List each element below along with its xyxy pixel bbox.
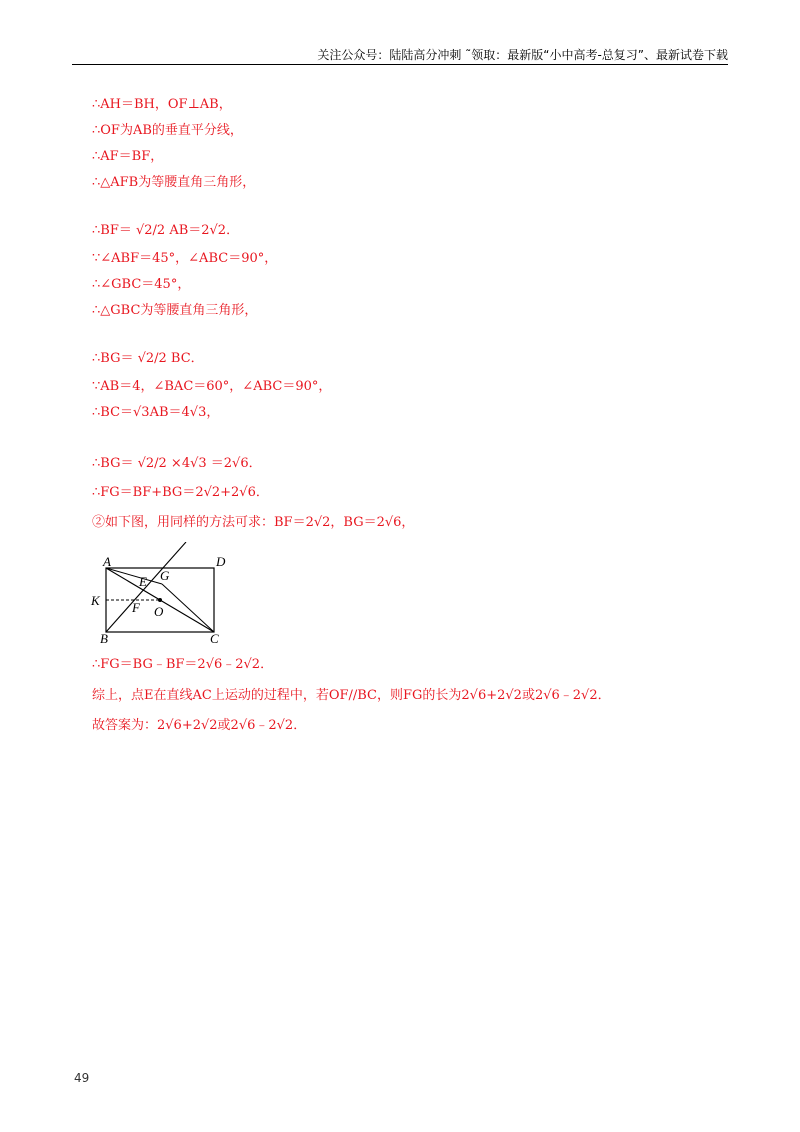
header-text: 关注公众号：陆陆高分冲刺 ˜领取：最新版“小中高考-总复习”、最新试卷下载 — [317, 48, 728, 62]
solution-line-4: ∴△AFB为等腰直角三角形， — [92, 175, 256, 190]
solution-line-13: ∴FG＝BF+BG＝2√2+2√6． — [92, 485, 269, 500]
label-b: B — [100, 631, 108, 646]
solution-line-1: ∴AH＝BH，OF⊥AB， — [92, 97, 232, 112]
solution-line-6: ∵∠ABF＝45°，∠ABC＝90°， — [92, 251, 278, 266]
label-f: F — [132, 600, 140, 615]
solution-line-9: ∴BG＝ √2/2 BC． — [92, 351, 204, 366]
page-number: 49 — [74, 1071, 90, 1085]
solution-line-15: ∴FG＝BG﹣BF＝2√6﹣2√2． — [92, 657, 274, 672]
label-k: K — [91, 593, 100, 608]
geometry-figure — [88, 542, 238, 647]
solution-line-10: ∵AB＝4，∠BAC＝60°，∠ABC＝90°， — [92, 379, 332, 394]
solution-line-3: ∴AF＝BF， — [92, 149, 164, 164]
label-e: E — [139, 574, 147, 589]
label-d: D — [216, 554, 226, 569]
solution-line-11: ∴BC＝√3AB＝4√3， — [92, 405, 220, 420]
label-o: O — [154, 604, 164, 619]
solution-line-8: ∴△GBC为等腰直角三角形， — [92, 303, 258, 318]
page-header — [0, 0, 800, 70]
solution-line-14: ②如下图，用同样的方法可求：BF＝2√2，BG＝2√6， — [92, 515, 415, 530]
label-a: A — [103, 554, 111, 569]
solution-line-17: 故答案为：2√6+2√2或2√6﹣2√2． — [92, 718, 307, 733]
solution-line-16: 综上，点E在直线AC上运动的过程中，若OF//BC，则FG的长为2√6+2√2或2√6﹣2√2． — [92, 688, 611, 703]
label-c: C — [210, 631, 219, 646]
header-divider — [72, 64, 728, 65]
solution-line-7: ∴∠GBC＝45°， — [92, 277, 191, 292]
label-g: G — [160, 568, 170, 583]
solution-line-5: ∴BF＝ √2/2 AB＝2√2． — [92, 223, 240, 238]
solution-line-2: ∴OF为AB的垂直平分线， — [92, 123, 243, 138]
solution-line-12: ∴BG＝ √2/2 ×4√3 ＝2√6． — [92, 456, 262, 471]
rectangle-diagram — [88, 542, 238, 647]
